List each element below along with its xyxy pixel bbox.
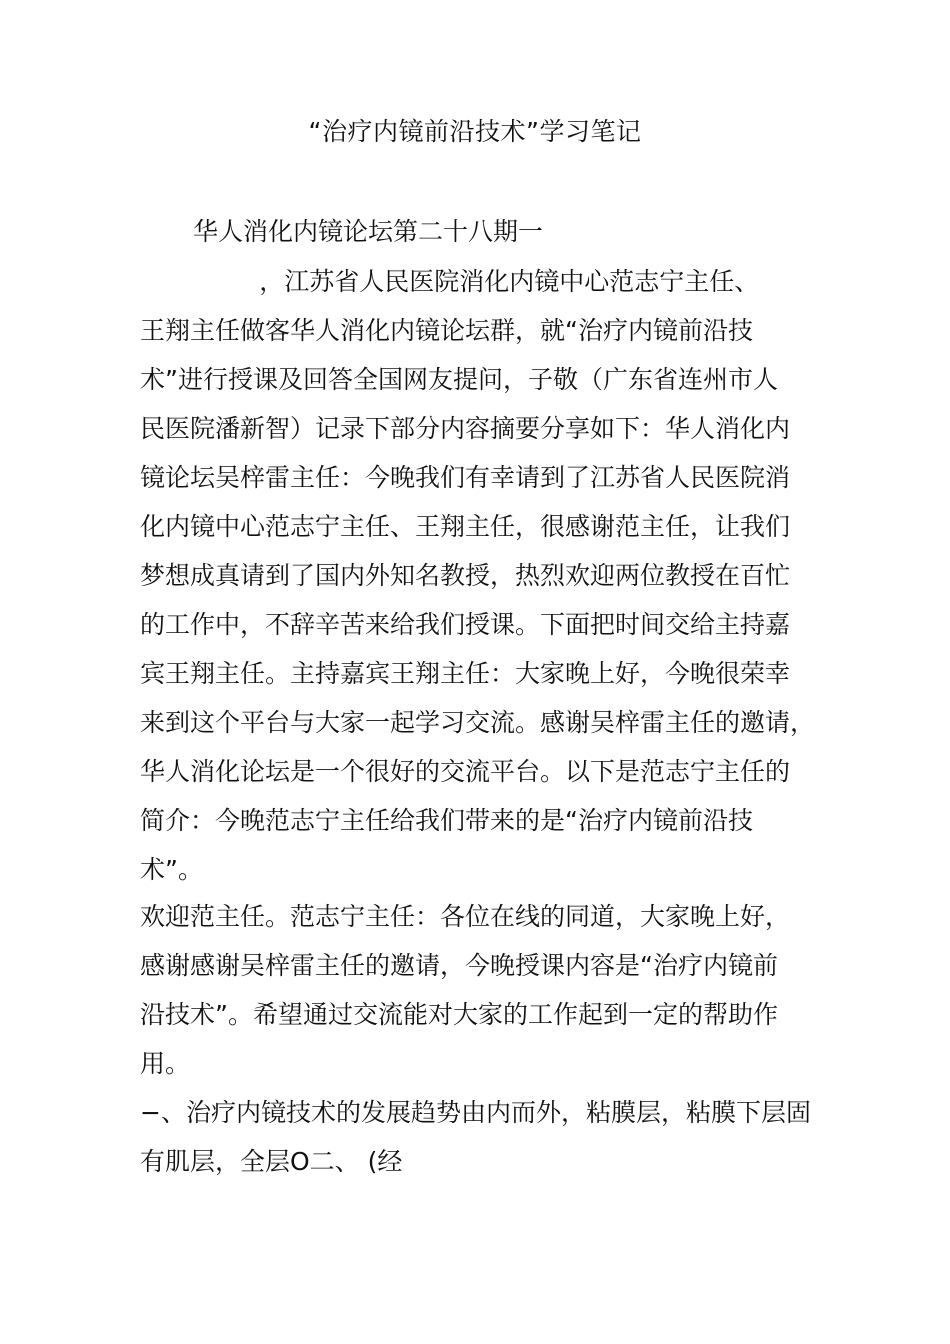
- paragraph-line: 有肌层，全层O二、 (经: [140, 1147, 403, 1176]
- paragraph-line: 术”。: [140, 855, 203, 884]
- paragraph-line: 欢迎范主任。范志宁主任：各位在线的同道，大家晚上好，: [140, 902, 791, 931]
- paragraph-line: 化内镜中心范志宁主任、王翔主任，很感谢范主任，让我们: [140, 512, 791, 541]
- paragraph-line: −、治疗内镜技术的发展趋势由内而外，粘膜层，粘膜下层固: [140, 1098, 811, 1127]
- paragraph-line: 宾王翔主任。主持嘉宾王翔主任：大家晚上好，今晚很荣幸: [140, 659, 791, 688]
- paragraph-line: 用。: [140, 1049, 191, 1078]
- paragraph-line: 梦想成真请到了国内外知名教授，热烈欢迎两位教授在百忙: [140, 561, 791, 590]
- paragraph-line: 术”进行授课及回答全国网友提问，子敬（广东省连州市人: [140, 365, 778, 394]
- paragraph-line: 的工作中，不辞辛苦来给我们授课。下面把时间交给主持嘉: [140, 610, 791, 639]
- paragraph-line: 简介：今晚范志宁主任给我们带来的是“治疗内镜前沿技: [140, 806, 753, 835]
- paragraph-line: 王翔主任做客华人消化内镜论坛群，就“治疗内镜前沿技: [140, 316, 753, 345]
- paragraph-line: 沿技术”。希望通过交流能对大家的工作起到一定的帮助作: [140, 1000, 778, 1029]
- document-title: “治疗内镜前沿技术”学习笔记: [308, 117, 642, 146]
- paragraph-line: 华人消化论坛是一个很好的交流平台。以下是范志宁主任的: [140, 757, 791, 786]
- paragraph-line: ，江苏省人民医院消化内镜中心范志宁主任、: [140, 267, 760, 296]
- paragraph-line: 感谢感谢吴梓雷主任的邀请，今晚授课内容是“治疗内镜前: [140, 951, 778, 980]
- paragraph-line: 镜论坛吴梓雷主任：今晚我们有幸请到了江苏省人民医院消: [140, 463, 791, 492]
- paragraph-line: 民医院潘新智）记录下部分内容摘要分享如下：华人消化内: [140, 414, 791, 443]
- forum-subheading: 华人消化内镜论坛第二十八期一: [193, 217, 544, 246]
- paragraph-line: 来到这个平台与大家一起学习交流。感谢吴梓雷主任的邀请，: [140, 708, 816, 737]
